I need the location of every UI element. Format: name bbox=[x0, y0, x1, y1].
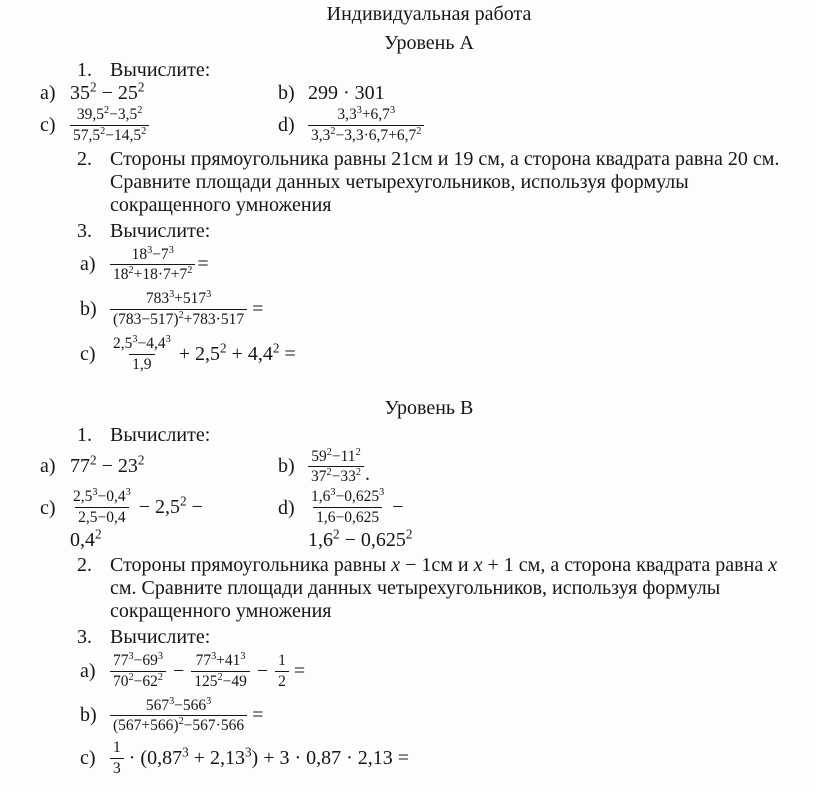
subitem-expression-d bbox=[308, 105, 816, 146]
subitem-label-b: b) bbox=[80, 298, 97, 321]
fraction-denominator: $70^2-62^2$ bbox=[110, 671, 166, 692]
subitem-label-b: b) bbox=[80, 704, 97, 727]
minus-operator: − bbox=[172, 659, 185, 682]
equals-sign: = bbox=[293, 659, 306, 682]
level-b-item-3c bbox=[80, 738, 816, 779]
fraction-numerator: 1 bbox=[113, 739, 121, 757]
level-a-heading: Уровень А bbox=[384, 32, 474, 54]
subitem-expression-a: $35^2 - 25^2$ bbox=[70, 79, 145, 104]
expression-line-2: $1,6^2 - 0,625^2$ bbox=[308, 526, 413, 551]
expression-line-2: $0,4^2$ bbox=[70, 526, 102, 551]
subitem-expression-d bbox=[308, 487, 816, 552]
item-number: 1. bbox=[77, 423, 92, 446]
equals-sign: = bbox=[197, 253, 209, 276]
fraction-denominator: 1,9 bbox=[129, 354, 154, 375]
fraction-numerator: $77^3-69^3$ bbox=[113, 650, 163, 669]
level-b-item-3 bbox=[77, 626, 816, 649]
fraction-denominator: 2 bbox=[275, 671, 289, 692]
fraction bbox=[308, 487, 387, 528]
subitem-label-a: a) bbox=[40, 455, 56, 478]
fraction bbox=[110, 651, 166, 692]
fraction bbox=[275, 651, 289, 692]
fraction-denominator: 2,5−0,4 bbox=[75, 507, 129, 528]
expression-tail: + $2,5^2 + 4,4^2$ = bbox=[178, 340, 296, 365]
subitem-label-c: c) bbox=[40, 497, 56, 520]
fraction-numerator: $2,5^3-4,4^3$ bbox=[113, 333, 171, 352]
period: . bbox=[364, 463, 370, 486]
fraction-denominator: $(567+566)^2-567\cdot 566$ bbox=[110, 715, 247, 736]
level-a-item-2 bbox=[77, 148, 816, 217]
equals-sign: = bbox=[252, 704, 264, 727]
fraction-denominator: 1,6−0,625 bbox=[313, 507, 382, 528]
subitem-label-a: a) bbox=[40, 82, 56, 104]
fraction-denominator: $3,3^2-3,3\cdot 6,7+6,7^2$ bbox=[308, 125, 424, 146]
level-a-item-3a bbox=[80, 245, 816, 286]
fraction bbox=[70, 487, 134, 528]
expression-tail: · $(0,87^3 + 2,13^3) + 3 \cdot 0,87 \cdot 2,13$ = bbox=[128, 744, 410, 770]
level-a-item-1 bbox=[77, 59, 816, 82]
equals-sign: = bbox=[252, 298, 264, 321]
expression-tail: − $2,5^2$ − bbox=[138, 493, 203, 519]
variable-x: x bbox=[473, 553, 483, 576]
fraction bbox=[110, 289, 247, 330]
subitem-label-d: d) bbox=[278, 497, 295, 520]
fraction bbox=[191, 651, 250, 692]
item-number: 3. bbox=[77, 219, 92, 242]
item-number: 1. bbox=[77, 59, 92, 81]
item-number: 2. bbox=[77, 553, 92, 576]
subitem-expression-b bbox=[308, 447, 816, 488]
fraction-numerator: $2,5^3-0,4^3$ bbox=[73, 487, 131, 506]
subitem-label-a: a) bbox=[80, 659, 96, 682]
level-b-item-1-row-cd bbox=[40, 487, 816, 552]
fraction-denominator: $57,5^2-14,5^2$ bbox=[70, 125, 149, 146]
level-b-heading: Уровень В bbox=[384, 396, 474, 419]
fraction bbox=[308, 447, 364, 488]
subitem-label-a: a) bbox=[80, 253, 96, 276]
level-b-item-3a bbox=[80, 651, 816, 692]
level-a-item-3c bbox=[80, 334, 816, 375]
fraction-denominator: $18^2+18\cdot 7+7^2$ bbox=[110, 264, 195, 285]
level-a-item-3 bbox=[77, 220, 816, 243]
fraction-denominator: $125^2-49$ bbox=[191, 671, 250, 692]
subitem-expression-a: $77^2 - 23^2$ bbox=[70, 452, 145, 478]
fraction bbox=[110, 334, 174, 375]
subitem-label-b: b) bbox=[278, 455, 295, 478]
fraction-numerator: $39,5^2-3,5^2$ bbox=[76, 104, 143, 123]
item-prompt: Вычислите: bbox=[110, 219, 211, 242]
subitem-label-d: d) bbox=[278, 113, 295, 136]
level-b-item-1 bbox=[77, 424, 816, 447]
expression-line-1 bbox=[70, 487, 278, 528]
fraction bbox=[70, 105, 149, 146]
variable-x: x bbox=[391, 553, 401, 576]
fraction-denominator: 3 bbox=[110, 758, 124, 779]
level-a-item-1-row-ab bbox=[40, 79, 816, 105]
level-b-item-2 bbox=[77, 554, 816, 623]
fraction-numerator: $77^3+41^3$ bbox=[195, 650, 246, 669]
fraction-numerator: $783^3+517^3$ bbox=[145, 289, 212, 308]
subitem-expression-b: 299 · 301 bbox=[308, 82, 385, 104]
subitem-label-b: b) bbox=[278, 82, 295, 104]
page-title: Индивидуальная работа bbox=[326, 3, 532, 25]
fraction-numerator: $567^3-566^3$ bbox=[145, 695, 212, 714]
level-a-item-1-row-cd bbox=[40, 105, 816, 146]
fraction-denominator: $(783-517)^2+783\cdot 517$ bbox=[110, 309, 247, 330]
text-fragment: + 1 см, а сторона квадрата равна bbox=[482, 553, 769, 576]
item-text: Стороны прямоугольника равны 21см и 19 см, а сторона квадрата равна 20 см. Сравните площади данных четырехугольников, используя формулы сокращенного умножения bbox=[110, 147, 780, 216]
fraction-numerator: 1 bbox=[278, 651, 286, 669]
fraction-denominator: $37^2-33^2$ bbox=[308, 466, 364, 487]
item-number: 3. bbox=[77, 625, 92, 648]
text-fragment: Стороны прямоугольника равны bbox=[110, 553, 392, 576]
level-a-item-3b bbox=[80, 289, 816, 330]
text-fragment: см. Сравните площади данных четырехугольников, используя формулы сокращенного умножения bbox=[110, 576, 721, 622]
subitem-expression-c bbox=[70, 487, 278, 552]
subitem-expression-c bbox=[70, 105, 278, 146]
fraction bbox=[110, 245, 195, 286]
level-b-item-1-row-ab bbox=[40, 447, 816, 488]
variable-x: x bbox=[768, 553, 778, 576]
text-fragment: − 1см и bbox=[400, 553, 474, 576]
fraction-numerator: $1,6^3-0,625^3$ bbox=[311, 487, 385, 506]
fraction bbox=[110, 696, 247, 737]
subitem-label-c: c) bbox=[40, 113, 56, 136]
fraction bbox=[110, 738, 124, 779]
fraction bbox=[308, 105, 424, 146]
item-prompt: Вычислите: bbox=[110, 423, 211, 446]
subitem-label-c: c) bbox=[80, 342, 96, 365]
fraction-numerator: $59^2-11^2$ bbox=[311, 446, 361, 465]
item-prompt: Вычислите: bbox=[110, 59, 211, 81]
level-b-item-3b bbox=[80, 696, 816, 737]
item-number: 2. bbox=[77, 147, 92, 170]
item-text bbox=[110, 554, 798, 623]
subitem-label-c: c) bbox=[80, 747, 96, 770]
fraction-numerator: $3,3^3+6,7^3$ bbox=[337, 104, 396, 123]
item-prompt: Вычислите: bbox=[110, 625, 211, 648]
expression-line-1 bbox=[308, 487, 816, 528]
minus-operator: − bbox=[392, 496, 404, 519]
minus-operator: − bbox=[256, 659, 269, 682]
fraction-numerator: $18^3-7^3$ bbox=[131, 244, 174, 263]
